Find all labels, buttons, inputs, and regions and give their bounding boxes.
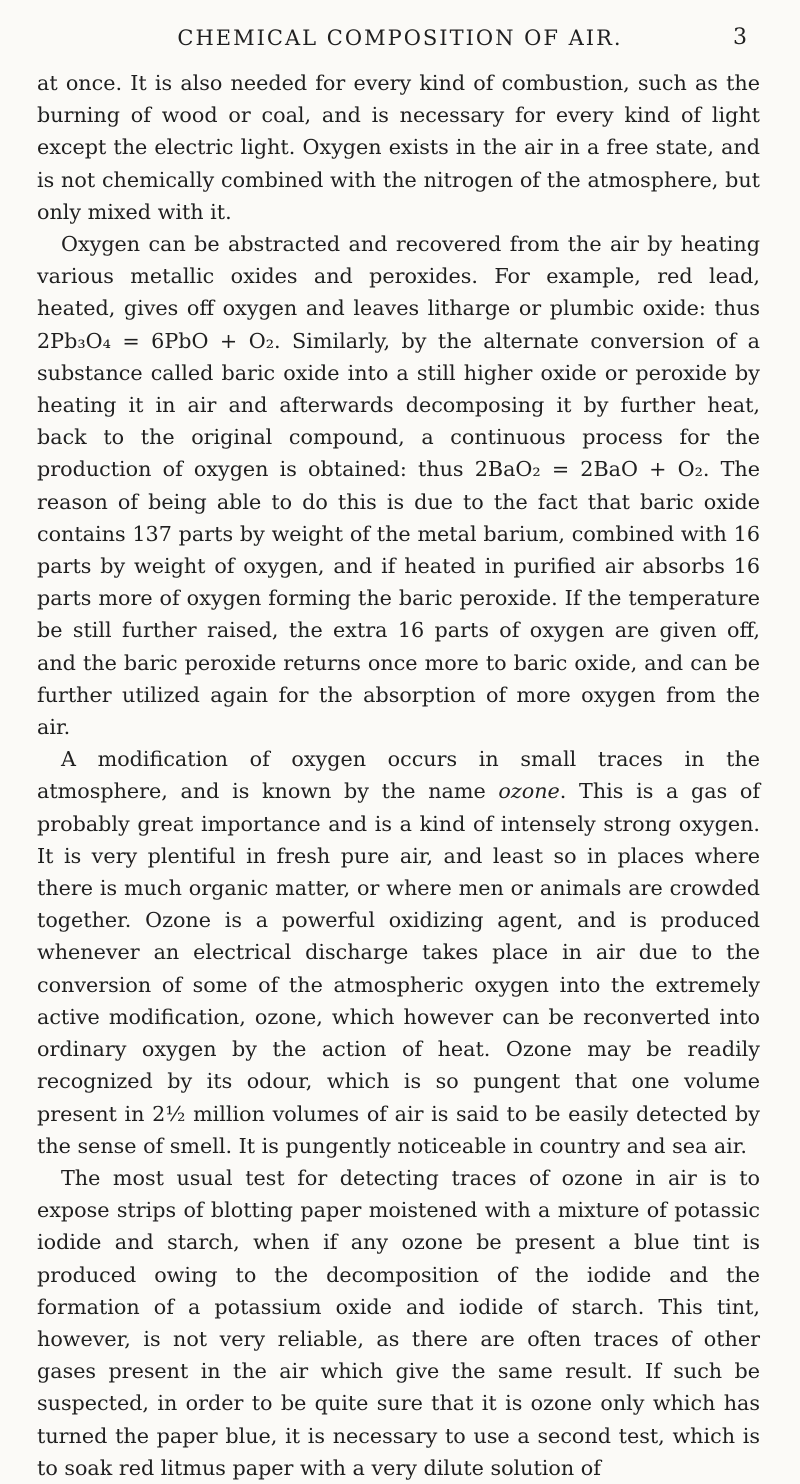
running-title: CHEMICAL COMPOSITION OF AIR. <box>177 26 623 50</box>
formula-baric-peroxide: 2BaO₂ = 2BaO + O₂ <box>474 457 703 482</box>
body-text <box>37 67 760 1484</box>
paragraph-2-text-a: Oxygen can be abstracted and recovered from the air by heating various metallic oxides and peroxides. For example, red lead, heated, gives off oxygen and leaves litharge or plumbic oxide: thus <box>37 232 760 321</box>
paragraph-3-text-a: A modification of oxygen occurs in small traces in the atmosphere, and is known by the name <box>37 747 760 804</box>
paragraph-1-text: at once. It is also needed for every kind of combustion, such as the burning of wood or coal, and is necessary for every kind of light except the electric light. Oxygen exists in the air in a free state, and is not chemically combined with the nitrogen of the atmosphere, but only mixed with it. <box>37 71 760 224</box>
paragraph-4 <box>37 1162 760 1484</box>
paragraph-2-text-b: . Similarly, by the alternate conversion of a substance called baric oxide into a still higher oxide or peroxide by heating it in air and afterwards decomposing it by further heat, back to the original compound, a continuous process for the production of oxygen is obtained: thus <box>37 328 760 482</box>
paragraph-2 <box>37 228 760 743</box>
running-head <box>0 24 800 56</box>
paragraph-1 <box>37 67 760 228</box>
paragraph-3 <box>37 743 760 1162</box>
paragraph-2-text-c: . The reason of being able to do this is due to the fact that baric oxide contains 137 parts by weight of the metal barium, combined with 16 parts by weight of oxygen, and if heated in purified air absorbs 16 parts more of oxygen forming the baric peroxide. If the temperature be still further raised, the extra 16 parts of oxygen are given off, and the baric peroxide returns once more to baric oxide, and can be further utilized again for the absorption of more oxygen from the air. <box>37 457 760 740</box>
paragraph-4-text: The most usual test for detecting traces of ozone in air is to expose strips of blotting paper moistened with a mixture of potassic iodide and starch, when if any ozone be present a blue tint is produced owing to the decomposition of the iodide and the formation of a potassium oxide and iodide of starch. This tint, however, is not very reliable, as there are often traces of other gases present in the air which give the same result. If such be suspected, in order to be quite sure that it is ozone only which has turned the paper blue, it is necessary to use a second test, which is to soak red litmus paper with a very dilute solution of <box>37 1165 760 1480</box>
formula-red-lead: 2Pb₃O₄ = 6PbO + O₂ <box>37 328 274 353</box>
term-ozone: ozone <box>498 779 560 804</box>
page-number: 3 <box>733 25 747 50</box>
quantity-ratio: 2½ <box>152 1101 186 1126</box>
paragraph-3-text-b: . This is a gas of probably great importance and is a kind of intensely strong oxygen. It is very plentiful in fresh pure air, and least so in places where there is much organic matter, or where men or animals are crowded together. Ozone is a powerful oxidizing agent, and is produced whenever an electrical discharge takes place in air due to the conversion of some of the atmospheric oxygen into the extremely active modification, ozone, which however can be reconverted into ordinary oxygen by the action of heat. Ozone may be readily recognized by its odour, which is so pungent that one volume present in <box>37 779 760 1126</box>
paragraph-3-text-c: million volumes of air is said to be easily detected by the sense of smell. It is pungently noticeable in country and sea air. <box>37 1101 760 1158</box>
